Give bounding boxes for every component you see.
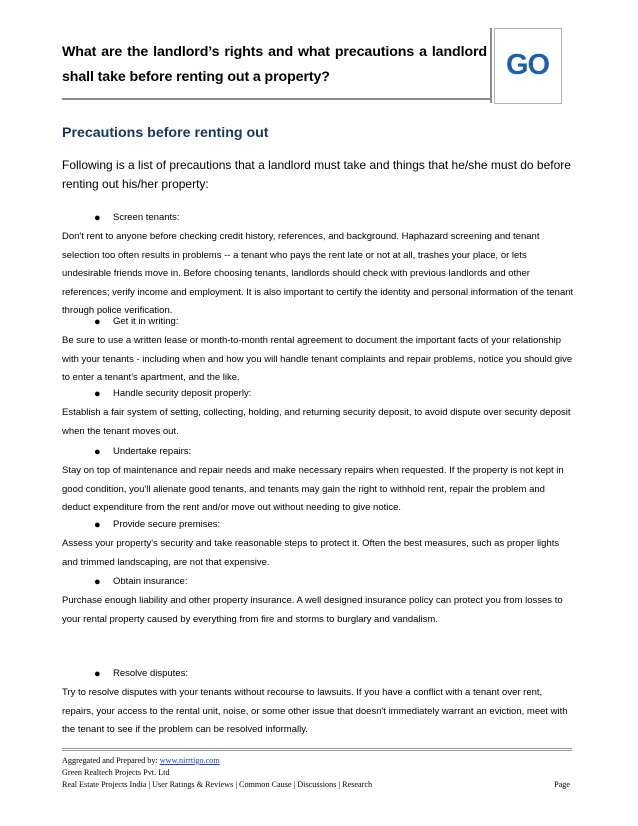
list-item	[62, 384, 574, 441]
list-item-title: Resolve disputes:	[113, 668, 188, 679]
list-item-body: Stay on top of maintenance and repair needs and make necessary repairs when requested. If the property is not kept in good condition, you'll alienate good tenants, and tenants may gain the right to withhold rent, repair the problem and deduct expenditure from the rent and/or move out without needing to give notice.	[62, 465, 564, 514]
list-item-body: Assess your property's security and take reasonable steps to protect it. Often the best measures, such as proper lights and trimmed landscaping, are not that expensive.	[62, 538, 560, 568]
logo-text: GO	[506, 49, 550, 81]
list-item-title: Get it in writing:	[113, 316, 179, 327]
list-item	[62, 572, 574, 629]
list-item	[62, 312, 574, 388]
bullet-icon: ●	[94, 212, 101, 224]
footer-prepared-label: Aggregated and Prepared by:	[62, 756, 160, 765]
section-heading: Precautions before renting out	[62, 125, 269, 141]
list-item-heading	[62, 384, 574, 404]
bullet-icon: ●	[94, 576, 101, 588]
header-divider-vertical	[490, 28, 492, 103]
list-item-title: Obtain insurance:	[113, 576, 188, 587]
footer-tagline-row	[62, 779, 572, 791]
list-item-heading	[62, 664, 574, 684]
list-item	[62, 442, 574, 518]
footer	[62, 755, 572, 791]
bullet-icon: ●	[94, 446, 101, 458]
list-item-title: Provide secure premises:	[113, 519, 221, 530]
intro-paragraph: Following is a list of precautions that a landlord must take and things that he/she must do before renting out his/her property:	[62, 158, 571, 191]
list-item-title: Handle security deposit properly:	[113, 388, 252, 399]
list-item-heading	[62, 442, 574, 462]
bullet-icon: ●	[94, 316, 101, 328]
list-item-body: Purchase enough liability and other property insurance. A well designed insurance policy can protect you from losses to your rental property caused by everything from fire and storms to burglary and vandalism.	[62, 595, 563, 625]
list-item	[62, 208, 574, 321]
bullet-icon: ●	[94, 388, 101, 400]
bullet-icon: ●	[94, 668, 101, 680]
logo	[494, 28, 562, 104]
footer-divider	[62, 750, 572, 751]
footer-tagline: Real Estate Projects India | User Ratings & Reviews | Common Cause | Discussions | Research	[62, 780, 373, 789]
list-item-heading	[62, 208, 574, 228]
footer-prepared-by	[62, 755, 572, 767]
list-item-title: Undertake repairs:	[113, 446, 192, 457]
list-item	[62, 515, 574, 572]
list-item-body: Don't rent to anyone before checking credit history, references, and background. Haphazard screening and tenant selection too often results in problems -- a tenant who pays the rent late or not at all, trashes your place, or lets undesirable friends move in. Before choosing tenants, landlords should check with previous landlords and other references; verify income and employment. It is also important to certify the identity and personal information of the tenant through police verification.	[62, 231, 574, 317]
header-divider-horizontal	[62, 98, 492, 100]
list-item-heading	[62, 515, 574, 535]
footer-company: Green Realtech Projects Pvt. Ltd	[62, 768, 170, 777]
list-item-heading	[62, 572, 574, 592]
list-item	[62, 664, 574, 740]
list-item-title: Screen tenants:	[113, 212, 180, 223]
list-item-body: Try to resolve disputes with your tenants without recourse to lawsuits. If you have a conflict with a tenant over rent, repairs, your access to the rental unit, noise, or some other issue that doesn't immediately warrant an eviction, meet with the tenant to see if the problem can be resolved informally.	[62, 687, 568, 736]
list-item-heading	[62, 312, 574, 332]
bullet-icon: ●	[94, 519, 101, 531]
list-item-body: Establish a fair system of setting, collecting, holding, and returning security deposit, to avoid dispute over security deposit when the tenant moves out.	[62, 407, 571, 437]
footer-page-label: Page	[554, 780, 570, 789]
footer-divider	[62, 748, 572, 749]
list-item-body: Be sure to use a written lease or month-to-month rental agreement to document the important facts of your relationship with your tenants - including when and how you will handle tenant complaints and repair problems, notice you should give to enter a tenant's apartment, and the like.	[62, 335, 573, 384]
footer-website-link[interactable]: www.nirrtigo.com	[159, 756, 220, 765]
document-title: What are the landlord’s rights and what precautions a landlord shall take before renting out a property?	[62, 44, 487, 85]
